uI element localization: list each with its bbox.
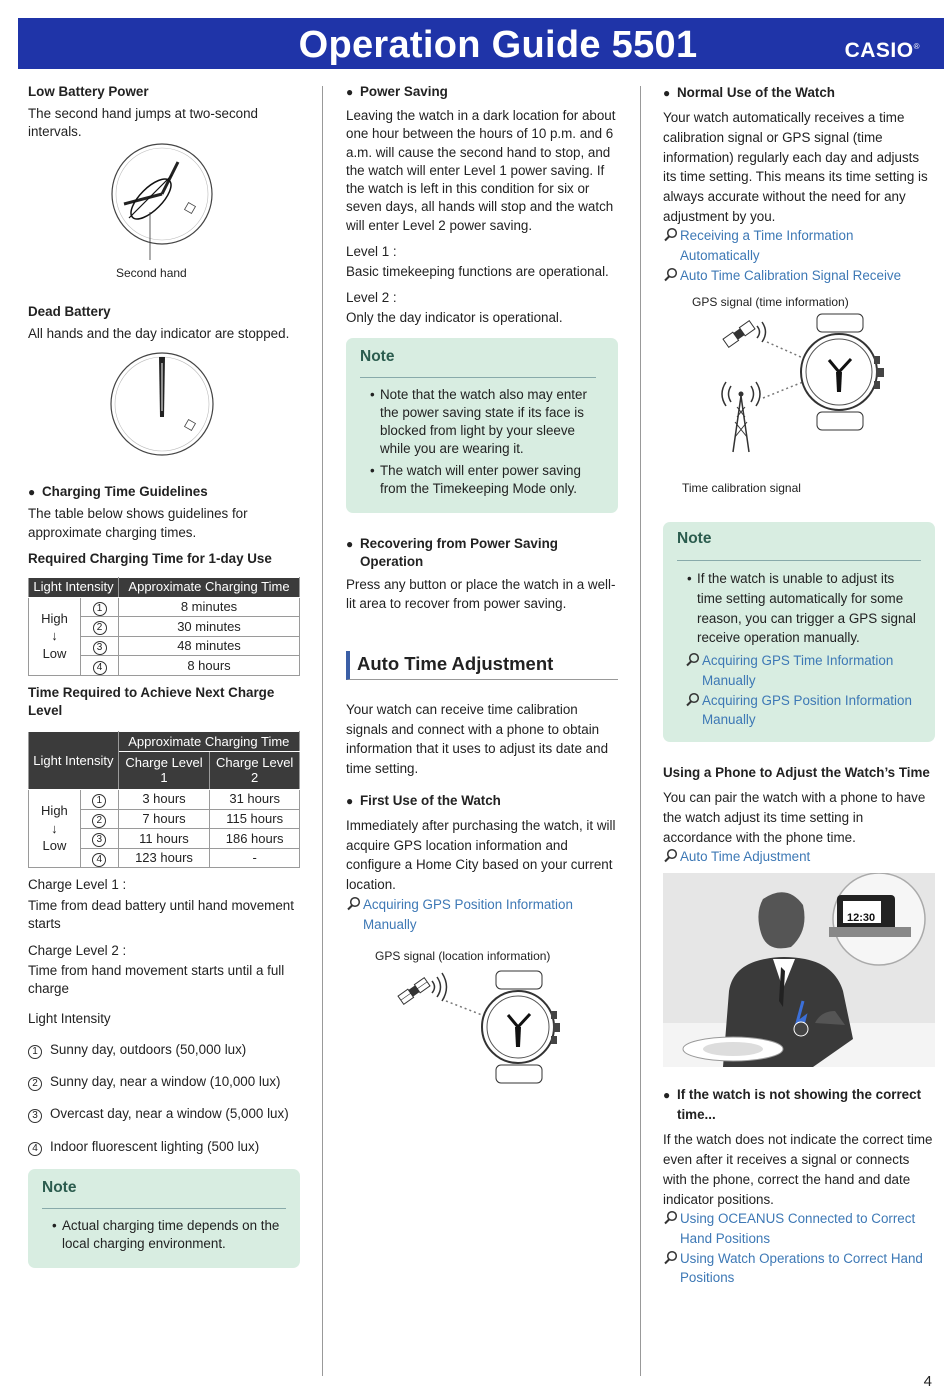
table-cell: 11 hours xyxy=(118,829,210,849)
table-cell: - xyxy=(210,848,300,868)
low-battery-figure xyxy=(28,142,300,290)
level-label: Level 2 : xyxy=(346,290,397,306)
time-signal-figure xyxy=(663,290,935,498)
paragraph: Press any button or place the watch in a well-lit area to recover from power saving. xyxy=(346,577,616,611)
page-header xyxy=(18,18,944,69)
level-marker: 2 xyxy=(93,621,107,635)
table-cell: 7 hours xyxy=(118,809,210,829)
section-title: Auto Time Adjustment xyxy=(346,651,618,680)
link-receiving-time-information[interactable] xyxy=(663,226,935,265)
table-header: Approximate Charging Time xyxy=(118,732,299,752)
table-header: Light Intensity xyxy=(29,577,119,597)
intensity-scale: High ↓ Low xyxy=(29,597,81,675)
link-text[interactable]: Receiving a Time Information Automatically xyxy=(680,228,854,264)
level-marker: 3 xyxy=(93,641,107,655)
table-header: Charge Level 2 xyxy=(210,751,300,789)
intensity-scale: High ↓ Low xyxy=(29,789,81,867)
light-intensity-item: 2 Sunny day, near a window (10,000 lux) xyxy=(28,1073,300,1091)
note-box xyxy=(28,1169,300,1269)
phone-time-display: 12:30 xyxy=(847,911,876,924)
link-text[interactable]: Using OCEANUS Connected to Correct Hand Positions xyxy=(680,1211,916,1246)
section-heading: Low Battery Power xyxy=(28,84,149,99)
figure-caption: GPS signal (location information) xyxy=(375,949,551,964)
level-marker: 4 xyxy=(92,853,106,867)
table-header: Light Intensity xyxy=(29,732,119,790)
table-cell: 123 hours xyxy=(118,848,210,868)
section-heading: ● If the watch is not showing the correct time... xyxy=(663,1086,922,1122)
table-cell: 8 minutes xyxy=(119,597,300,617)
table-cell: 30 minutes xyxy=(119,617,300,637)
man-with-phone-illustration xyxy=(663,873,935,1067)
link-text[interactable]: Auto Time Calibration Signal Receive xyxy=(680,267,902,283)
paragraph: Your watch can receive time calibration signals and connect with a phone to obtain information that it uses to adjust its date and time setting. xyxy=(346,702,609,777)
gps-satellite-watch-illustration xyxy=(346,967,618,1087)
note-title: Note xyxy=(42,1177,286,1209)
magnifier-icon xyxy=(663,1210,678,1225)
section-heading: ● First Use of the Watch xyxy=(346,792,501,808)
page-number: 4 xyxy=(923,1373,932,1390)
level-text: Only the day indicator is operational. xyxy=(346,310,563,326)
definition-label: Light Intensity xyxy=(28,1010,111,1026)
table-cell: 48 minutes xyxy=(119,636,300,656)
definition-label: Charge Level 1 : xyxy=(28,877,127,893)
magnifier-icon xyxy=(346,896,361,911)
table-cell: 8 hours xyxy=(119,656,300,676)
light-intensity-item: 1 Sunny day, outdoors (50,000 lux) xyxy=(28,1041,300,1059)
figure-caption: GPS signal (time information) xyxy=(692,294,849,309)
link-text[interactable]: Using Watch Operations to Correct Hand Positions xyxy=(680,1250,923,1286)
column-1 xyxy=(28,83,300,1268)
section-heading: ● Normal Use of the Watch xyxy=(663,85,835,100)
gps-tower-watch-illustration xyxy=(663,312,935,482)
column-divider xyxy=(322,86,323,1376)
link-auto-time-calibration[interactable] xyxy=(663,266,935,286)
level-marker: 1 xyxy=(93,602,107,616)
level-text: Basic timekeeping functions are operational. xyxy=(346,263,609,279)
light-intensity-item: 3 Overcast day, near a window (5,000 lux) xyxy=(28,1105,300,1123)
radio-tower-icon xyxy=(722,382,760,452)
paragraph: Your watch automatically receives a time calibration signal or GPS signal (time information) regularly each day and adjusts its time setting. This means its time setting is always accurate without the need for any adjustment by you. xyxy=(663,110,928,224)
definition-text: Time from hand movement starts until a full charge xyxy=(28,963,285,997)
charging-table-2 xyxy=(28,731,300,868)
note-item: • Actual charging time depends on the local charging environment. xyxy=(52,1217,280,1252)
section-heading: Using a Phone to Adjust the Watch’s Time xyxy=(663,764,930,780)
link-acquiring-gps-time[interactable] xyxy=(685,651,921,690)
paragraph: Immediately after purchasing the watch, it will acquire GPS location information and configure a Home City based on your current location. xyxy=(346,818,616,893)
table-cell: 186 hours xyxy=(210,829,300,849)
note-title: Note xyxy=(677,528,921,562)
column-3 xyxy=(663,83,935,1288)
link-text[interactable]: Auto Time Adjustment xyxy=(680,849,811,865)
column-2 xyxy=(346,83,618,1087)
link-text[interactable]: Acquiring GPS Position Information Manually xyxy=(702,692,912,728)
satellite-icon xyxy=(398,977,430,1004)
light-intensity-item: 4 Indoor fluorescent lighting (500 lux) xyxy=(28,1138,300,1156)
paragraph: Leaving the watch in a dark location for about one hour between the hours of 10 p.m. and 6 a.m. will cause the second hand to stop, and the watch will enter Level 1 power saving. If the watch is left in this condition for six or seven days, all hands will stop and the watch will enter Level 2 power saving. xyxy=(346,108,616,233)
section-heading: ● Power Saving xyxy=(346,84,448,99)
link-auto-time-adjustment[interactable] xyxy=(663,847,935,867)
table-cell: 31 hours xyxy=(210,789,300,809)
magnifier-icon xyxy=(663,1250,678,1265)
note-title: Note xyxy=(360,346,596,378)
paragraph: All hands and the day indicator are stopped. xyxy=(28,325,290,341)
section-heading: ● Charging Time Guidelines xyxy=(28,484,208,500)
paragraph: The table below shows guidelines for approximate charging times. xyxy=(28,506,248,540)
paragraph: The second hand jumps at two-second intervals. xyxy=(28,106,259,140)
magnifier-icon xyxy=(663,227,678,242)
table-cell: 115 hours xyxy=(210,809,300,829)
satellite-icon xyxy=(723,320,755,347)
note-item: • If the watch is unable to adjust its time setting automatically for some reason, you can trigger a GPS signal receive operation manually. xyxy=(687,571,916,646)
link-text[interactable]: Acquiring GPS Position Information Manually xyxy=(363,896,573,932)
table-title: Time Required to Achieve Next Charge Level xyxy=(28,684,275,719)
level-marker: 4 xyxy=(93,661,107,675)
paragraph: You can pair the watch with a phone to have the watch adjust its time setting in accordance with the phone time. xyxy=(663,790,926,845)
page-title: Operation Guide 5501 xyxy=(298,24,698,66)
table-cell: 3 hours xyxy=(118,789,210,809)
link-using-oceanus-connected[interactable] xyxy=(663,1209,935,1248)
level-marker: 1 xyxy=(92,794,106,808)
magnifier-icon xyxy=(663,848,678,863)
phone-sync-illustration xyxy=(663,873,935,1067)
section-heading: ● Recovering from Power Saving Operation xyxy=(346,536,558,570)
link-using-watch-operations[interactable] xyxy=(663,1249,935,1288)
link-acquiring-gps-position[interactable] xyxy=(346,895,618,934)
section-heading: Dead Battery xyxy=(28,303,111,319)
definition-text: Time from dead battery until hand movement starts xyxy=(28,897,294,931)
dead-battery-dial-illustration xyxy=(28,349,300,459)
definition-label: Charge Level 2 : xyxy=(28,943,127,958)
magnifier-icon xyxy=(685,652,700,667)
note-box xyxy=(663,522,935,742)
link-text[interactable]: Acquiring GPS Time Information Manually xyxy=(702,653,894,688)
note-item: • The watch will enter power saving from the Timekeeping Mode only. xyxy=(370,462,581,496)
note-box xyxy=(346,338,618,513)
figure-caption: Second hand xyxy=(116,265,187,280)
link-acquiring-gps-position[interactable] xyxy=(685,691,921,730)
charging-table-1 xyxy=(28,577,300,676)
magnifier-icon xyxy=(663,267,678,282)
level-marker: 2 xyxy=(92,814,106,828)
note-item: • Note that the watch also may enter the power saving state if its face is blocked from light by your sleeve while you are wearing it. xyxy=(370,386,587,457)
magnifier-icon xyxy=(685,692,700,707)
table-header: Charge Level 1 xyxy=(118,751,210,789)
table-header: Approximate Charging Time xyxy=(119,577,300,597)
level-marker: 3 xyxy=(92,833,106,847)
level-label: Level 1 : xyxy=(346,243,397,259)
casio-logo: CASIO® xyxy=(844,39,920,62)
figure-caption: Time calibration signal xyxy=(682,480,801,495)
paragraph: If the watch does not indicate the correct time even after it receives a signal or connects with the phone, correct the hand and date indicator positions. xyxy=(663,1132,933,1207)
column-divider xyxy=(640,86,641,1376)
table-title: Required Charging Time for 1-day Use xyxy=(28,550,272,566)
